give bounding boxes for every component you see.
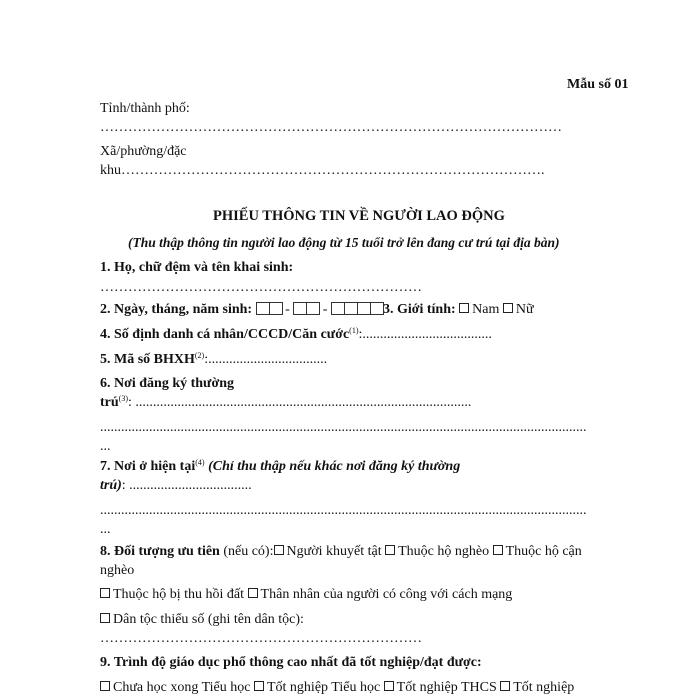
q4-note: (1) [349, 326, 359, 335]
q6-address-field[interactable]: : ................................................................................................ [128, 395, 472, 410]
not-finished-primary-checkbox[interactable] [100, 681, 110, 691]
q5-label: 5. Mã số BHXH [100, 352, 195, 367]
q6-label-cont: trú [100, 395, 119, 410]
q8-row3 [100, 611, 304, 628]
page-subtitle: (Thu thập thông tin người lao động từ 15 tuổi trở lên đang cư trú tại địa bàn) [128, 235, 560, 250]
q2-q3-row [100, 301, 534, 319]
ward-label: Xã/phường/đặc [100, 144, 187, 159]
disabled-checkbox[interactable] [274, 545, 284, 555]
q4-id-field[interactable]: :..................................... [358, 327, 492, 342]
q1-name-field[interactable]: …………………………………………………………… [100, 280, 422, 295]
q6-address-line-end: ... [100, 439, 111, 454]
q7-address-line[interactable]: ........................................................................................................................................... [100, 503, 587, 518]
q8-opt-near-poor: Thuộc hộ cận [505, 544, 582, 559]
q4-row [100, 326, 492, 343]
q8-row [100, 543, 582, 560]
q8-qualifier: (nếu có): [223, 544, 274, 559]
year-boxes[interactable] [331, 302, 383, 319]
female-checkbox[interactable] [503, 303, 513, 313]
q7-note: (4) [195, 458, 205, 467]
poor-household-checkbox[interactable] [385, 545, 395, 555]
ward-field[interactable]: khu………………………………………………………………………………. [100, 163, 545, 178]
province-label: Tỉnh/thành phố: [100, 101, 190, 116]
q7-address-line-end: ... [100, 522, 111, 537]
thcs-graduate-checkbox[interactable] [384, 681, 394, 691]
q8-opt-meritorious: Thân nhân của người có công với cách mạng [260, 587, 513, 602]
ethnic-minority-checkbox[interactable] [100, 613, 110, 623]
q9-opt-3: Tốt nghiệp THCS [396, 680, 497, 695]
land-recovered-checkbox[interactable] [100, 588, 110, 598]
q7-row [100, 458, 460, 475]
primary-graduate-checkbox[interactable] [254, 681, 264, 691]
q9-opt-4: Tốt nghiệp [513, 680, 575, 695]
month-boxes[interactable] [293, 302, 319, 319]
male-checkbox[interactable] [459, 303, 469, 313]
date-separator: - [322, 302, 328, 317]
q9-label: 9. Trình độ giáo dục phổ thông cao nhất đã tốt nghiệp/đạt được: [100, 655, 482, 670]
q6-address-line[interactable]: ........................................................................................................................................... [100, 420, 587, 435]
form-code: Mẫu số 01 [567, 77, 629, 92]
q5-row [100, 351, 327, 368]
q3-label: 3. Giới tính: [382, 302, 456, 317]
q8-opt-disabled: Người khuyết tật [286, 544, 382, 559]
female-label: Nữ [515, 302, 534, 317]
q7-row2 [100, 477, 252, 494]
q8-opt-poor: Thuộc hộ nghèo [398, 544, 490, 559]
q2-label: 2. Ngày, tháng, năm sinh: [100, 302, 253, 317]
q4-label: 4. Số định danh cá nhân/CCCD/Căn cước [100, 327, 350, 342]
q7-address-field[interactable]: : ................................... [121, 478, 252, 493]
q6-row2 [100, 394, 471, 411]
ethnicity-field[interactable]: …………………………………………………………… [100, 631, 422, 646]
date-separator: - [285, 302, 290, 317]
q5-bhxh-field[interactable]: :.................................. [204, 352, 328, 367]
q9-opt-1: Chưa học xong Tiểu học [113, 680, 251, 695]
province-field[interactable]: ……………………………………………………………………………………… [100, 120, 562, 135]
q7-hint-cont: trú) [100, 478, 122, 493]
q7-hint: (Chỉ thu thập nếu khác nơi đăng ký thường [208, 459, 461, 474]
thpt-graduate-checkbox[interactable] [500, 681, 510, 691]
q5-note: (2) [194, 351, 205, 360]
q9-row [100, 679, 574, 696]
q1-label: 1. Họ, chữ đệm và tên khai sinh: [100, 260, 294, 275]
q8-opt-ethnic: Dân tộc thiểu số (ghi tên dân tộc): [113, 612, 304, 627]
q6-label: 6. Nơi đăng ký thường [100, 376, 234, 391]
q7-label: 7. Nơi ở hiện tại [100, 459, 196, 474]
q8-row2 [100, 586, 512, 603]
meritorious-relative-checkbox[interactable] [248, 588, 258, 598]
day-boxes[interactable] [256, 302, 282, 319]
page-title: PHIẾU THÔNG TIN VỀ NGƯỜI LAO ĐỘNG [213, 208, 505, 224]
male-label: Nam [472, 302, 500, 317]
q8-opt-land: Thuộc hộ bị thu hồi đất [113, 587, 245, 602]
q6-note: (3) [118, 394, 128, 403]
q8-opt-near-poor-cont: nghèo [100, 563, 135, 578]
q9-opt-2: Tốt nghiệp Tiểu học [266, 680, 381, 695]
q8-label: 8. Đối tượng ưu tiên [100, 544, 220, 559]
near-poor-checkbox[interactable] [493, 545, 503, 555]
